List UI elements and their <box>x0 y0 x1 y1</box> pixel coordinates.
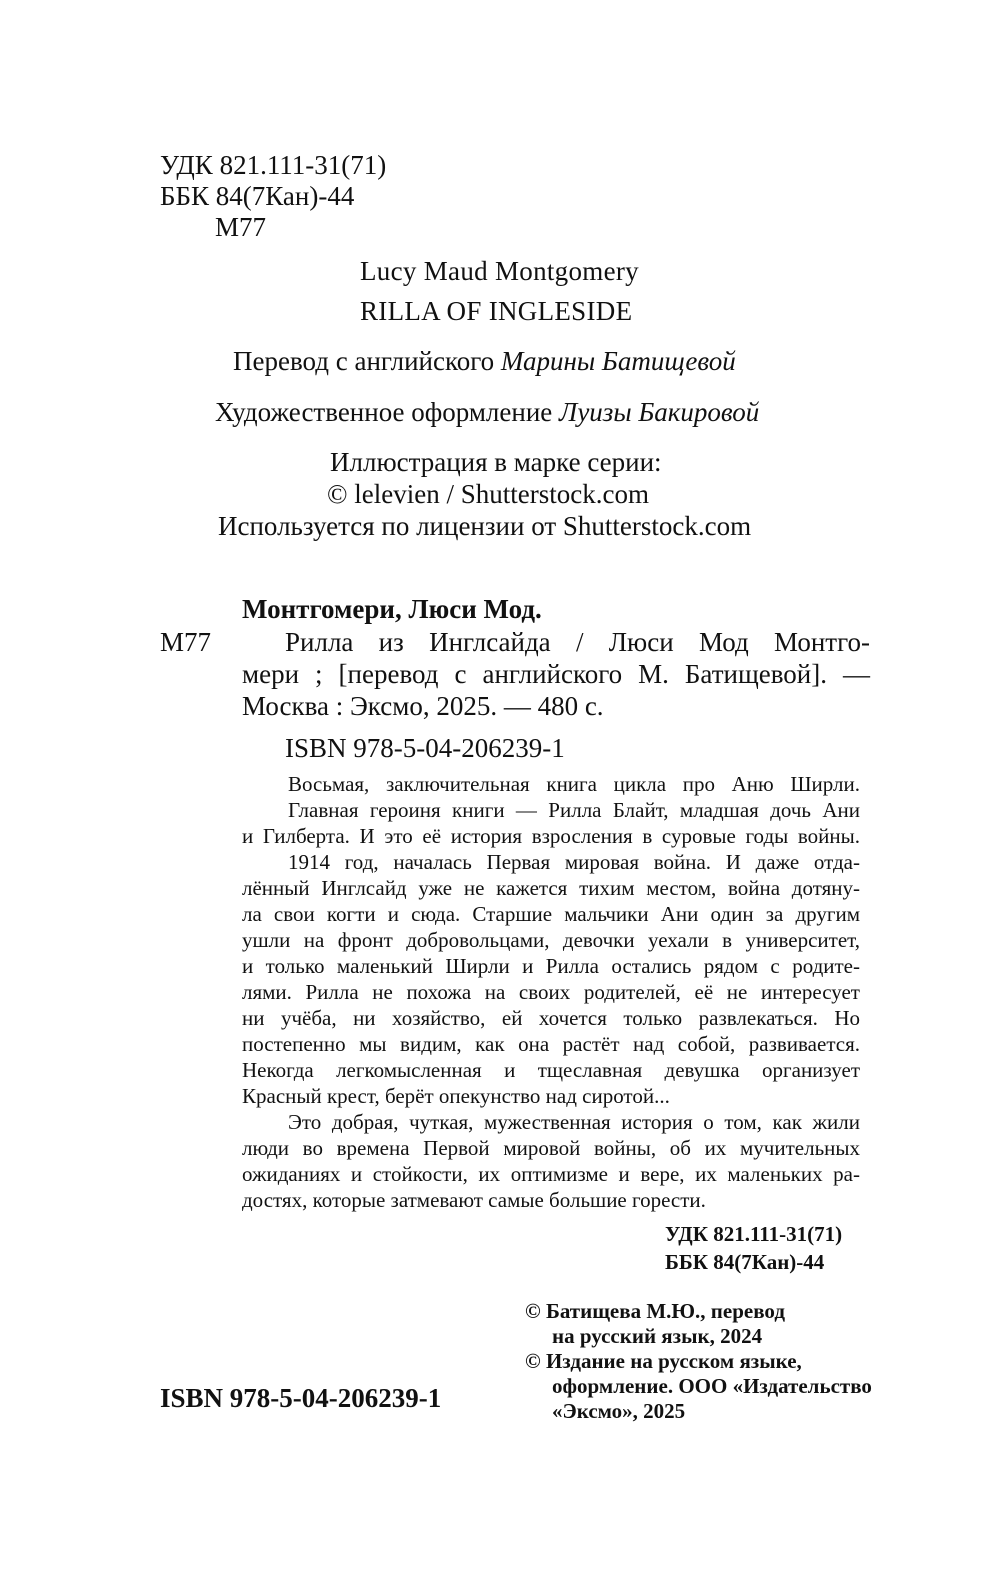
author-mark: М77 <box>215 212 267 242</box>
bottom-bbk-code: ББК 84(7Кан)-44 <box>665 1250 825 1274</box>
bottom-udk-code: УДК 821.111-31(71) <box>665 1222 843 1246</box>
catalog-mark: М77 <box>160 627 212 657</box>
translation-credit <box>233 346 736 377</box>
udk-code: УДК 821.111-31(71) <box>160 150 387 180</box>
annotation-line: Восьмая, заключительная книга цикла про Аню Ширли. <box>288 772 860 796</box>
catalog-isbn: ISBN 978-5-04-206239-1 <box>285 733 565 763</box>
designer-name: Луизы Бакировой <box>559 397 760 427</box>
copyright-line: «Эксмо», 2025 <box>552 1399 686 1423</box>
illustration-line: Иллюстрация в марке серии: <box>330 447 662 477</box>
translation-prefix: Перевод с английского <box>233 346 495 376</box>
annotation-line: Главная героиня книги — Рилла Блайт, младшая дочь Ани <box>288 798 860 822</box>
original-author: Lucy Maud Montgomery <box>360 256 639 286</box>
annotation-line: лённый Инглсайд уже не кажется тихим местом, война дотяну- <box>242 876 860 900</box>
design-credit <box>215 397 759 428</box>
annotation-line: Красный крест, берёт опекунство над сиротой... <box>242 1084 670 1108</box>
bbk-code: ББК 84(7Кан)-44 <box>160 181 355 211</box>
copyright-line: © Батищева М.Ю., перевод <box>525 1299 785 1323</box>
annotation-line: ушли на фронт добровольцами, девочки уехали в университет, <box>242 928 860 952</box>
copyright-line: © Издание на русском языке, <box>525 1349 802 1373</box>
illustration-line: © lelevien / Shutterstock.com <box>327 479 649 509</box>
catalog-line: Рилла из Инглсайда / Люси Мод Монтго- <box>285 627 870 657</box>
annotation-line: ла свои когти и сюда. Старшие мальчики Ани один за другим <box>242 902 860 926</box>
original-title: RILLA OF INGLESIDE <box>360 296 633 326</box>
copyright-line: оформление. ООО «Издательство <box>552 1374 872 1398</box>
footer-isbn: ISBN 978-5-04-206239-1 <box>160 1383 442 1413</box>
annotation-line: постепенно мы видим, как она растёт над собой, развивается. <box>242 1032 860 1056</box>
annotation-line: Это добрая, чуткая, мужественная история о том, как жили <box>288 1110 860 1134</box>
catalog-line: Москва : Эксмо, 2025. — 480 с. <box>242 691 604 721</box>
translator-name: Марины Батищевой <box>500 346 736 376</box>
annotation-line: ожиданиях и стойкости, их оптимизме и вере, их маленьких ра- <box>242 1162 860 1186</box>
design-prefix: Художественное оформление <box>215 397 553 427</box>
annotation-line: достях, которые затмевают самые большие горести. <box>242 1188 706 1212</box>
annotation-line: и только маленький Ширли и Рилла остались рядом с родите- <box>242 954 860 978</box>
catalog-heading: Монтгомери, Люси Мод. <box>242 594 542 624</box>
annotation-line: лями. Рилла не похожа на своих родителей, её не интересует <box>242 980 860 1004</box>
annotation-line: ни учёба, ни хозяйство, ей хочется только развлекаться. Но <box>242 1006 860 1030</box>
catalog-line: мери ; [перевод с английского М. Батищевой]. — <box>242 659 870 689</box>
illustration-line: Используется по лицензии от Shutterstock.com <box>218 511 752 541</box>
annotation-line: 1914 год, началась Первая мировая война. И даже отда- <box>288 850 860 874</box>
annotation-line: и Гилберта. И это её история взросления в суровые годы войны. <box>242 824 860 848</box>
annotation-line: Некогда легкомысленная и тщеславная девушка организует <box>242 1058 860 1082</box>
copyright-line: на русский язык, 2024 <box>552 1324 763 1348</box>
annotation-line: люди во времена Первой мировой войны, об их мучительных <box>242 1136 860 1160</box>
